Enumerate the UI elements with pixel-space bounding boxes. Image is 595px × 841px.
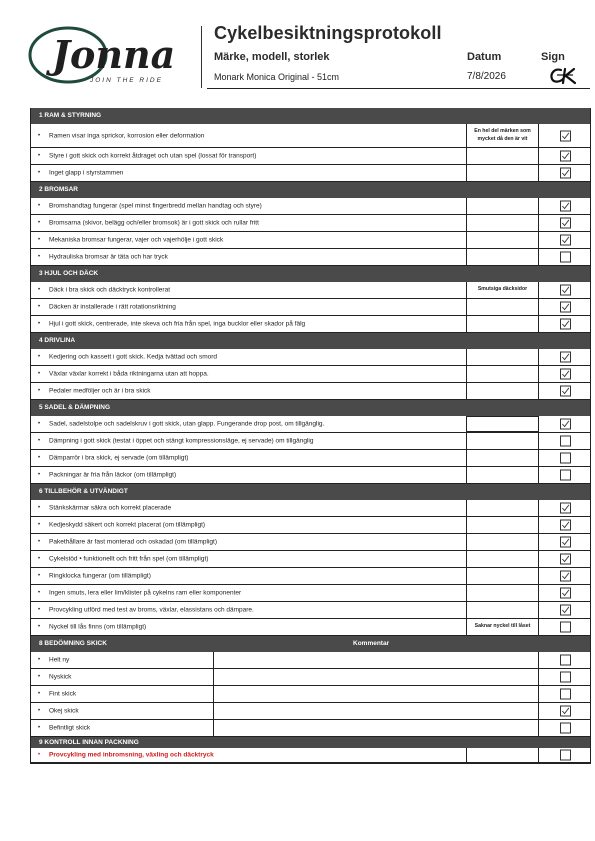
bullet: • — [38, 691, 41, 697]
checked-checkbox[interactable] — [560, 130, 571, 141]
checklist-item-text: Provcykling utförd med test av broms, växlar, elassistans och dämpare. — [49, 606, 254, 614]
bullet: • — [38, 505, 41, 511]
checklist-row — [31, 215, 590, 232]
page-title: Cykelbesiktningsprotokoll — [214, 23, 442, 43]
remark-field[interactable] — [466, 585, 539, 601]
checked-checkbox[interactable] — [560, 554, 571, 565]
bullet: • — [38, 203, 41, 209]
checklist-item-text: Ramen visar inga sprickor, korrosion eller deformation — [49, 132, 205, 139]
checklist-item-text: Hydrauliska bromsar är täta och har tryck — [49, 253, 168, 261]
bullet: • — [38, 708, 41, 714]
checklist-item-text: Bromshandtag fungerar (spel minst fingerbredd mellan handtag och styre) — [49, 202, 262, 210]
section-title: 4 DRIVLINA — [39, 337, 76, 344]
final-check-row — [31, 748, 590, 763]
bullet: • — [38, 321, 41, 327]
remark-field[interactable]: Saknar nyckel till låset — [466, 619, 539, 635]
checklist-item-text: Nyckel till lås finns (om tillämpligt) — [49, 623, 147, 631]
grade-comment-field[interactable] — [213, 669, 539, 685]
grade-row — [31, 686, 590, 703]
comment-header: Kommentar — [353, 640, 390, 647]
bullet: • — [38, 254, 41, 260]
remark-field[interactable] — [466, 316, 539, 332]
grade-label: Befintligt skick — [49, 724, 91, 732]
checklist-item-text: Växlar växlar korrekt i båda riktningarna utan att hoppa. — [49, 370, 209, 378]
bullet: • — [38, 354, 41, 360]
brand-logo — [26, 24, 192, 88]
remark-field[interactable] — [466, 748, 539, 762]
checklist-item-text: Däcken är installerade i rätt rotationsriktning — [49, 303, 176, 311]
checkbox[interactable] — [560, 622, 571, 633]
date-value: 7/8/2026 — [467, 71, 506, 82]
bullet: • — [38, 170, 41, 176]
bullet: • — [38, 304, 41, 310]
checklist-row — [31, 165, 590, 182]
bullet: • — [38, 607, 41, 613]
remark-field[interactable] — [466, 433, 539, 449]
remark-field[interactable] — [466, 366, 539, 382]
checklist-row — [31, 124, 590, 148]
bullet: • — [38, 624, 41, 630]
inspection-form — [30, 108, 591, 764]
signature — [548, 66, 580, 86]
checklist-row — [31, 232, 590, 249]
remark-field[interactable] — [466, 602, 539, 618]
sign-label: Sign — [541, 51, 565, 63]
section-title: 5 SADEL & DÄMPNING — [39, 404, 111, 411]
section-title: 2 BROMSAR — [39, 186, 79, 193]
remark-field[interactable]: Smutsiga däcksidor — [466, 282, 539, 298]
bullet: • — [38, 522, 41, 528]
remark-field[interactable]: En hel del märken som mycket då den är vit — [466, 124, 539, 147]
section-header — [31, 484, 590, 500]
checklist-item-text: Kedjeskydd säkert och korrekt placerat (om tillämpligt) — [49, 521, 206, 529]
bullet: • — [38, 388, 41, 394]
bullet: • — [38, 132, 41, 139]
checked-checkbox[interactable] — [560, 605, 571, 616]
checklist-row — [31, 299, 590, 316]
bullet: • — [38, 725, 41, 731]
checklist-item-text: Hjul i gott skick, centrerade, inte skeva och fria från spel, inga bucklor eller skador på fälg — [49, 320, 306, 328]
svg-text:Jonna: Jonna — [52, 32, 176, 77]
checklist-item-text: Ringklocka fungerar (om tillämpligt) — [49, 572, 151, 580]
remark-field[interactable] — [466, 551, 539, 567]
checkbox[interactable] — [560, 453, 571, 464]
grade-comment-field[interactable] — [213, 686, 539, 702]
remark-field[interactable] — [466, 568, 539, 584]
checklist-item-text: Styre i gott skick och korrekt åtdraget och utan spel (lossat för transport) — [49, 152, 257, 160]
checklist-item-text: Mekaniska bromsar fungerar, vajer och vajerhölje i gott skick — [49, 236, 224, 244]
bullet: • — [38, 237, 41, 243]
checklist-row — [31, 500, 590, 517]
section-header — [31, 266, 590, 282]
checklist-row — [31, 316, 590, 333]
section-header — [31, 108, 590, 124]
model-value: Monark Monica Original - 51cm — [214, 72, 340, 82]
remark-field[interactable] — [466, 517, 539, 533]
checkbox[interactable] — [560, 655, 571, 666]
section-title: 9 KONTROLL INNAN PACKNING — [39, 739, 139, 746]
checked-checkbox[interactable] — [560, 369, 571, 380]
checked-checkbox[interactable] — [560, 218, 571, 229]
section-header — [31, 182, 590, 198]
checklist-row — [31, 551, 590, 568]
checklist-row — [31, 198, 590, 215]
bullet: • — [38, 472, 41, 478]
grade-label: Nyskick — [49, 673, 72, 681]
checklist-row — [31, 517, 590, 534]
checklist-row — [31, 467, 590, 484]
final-check-text: Provcykling med inbromsning, växling och däcktryck — [49, 751, 214, 759]
bullet: • — [38, 153, 41, 159]
checklist-row — [31, 433, 590, 450]
section-title: 3 HJUL OCH DÄCK — [39, 270, 99, 277]
checklist-item-text: Däck i bra skick och däcktryck kontrollerat — [49, 286, 171, 294]
checklist-item-text: Pakethållare är fast monterad och oskadad (om tillämpligt) — [49, 538, 217, 546]
checkbox[interactable] — [560, 470, 571, 481]
checked-checkbox[interactable] — [560, 588, 571, 599]
checked-checkbox[interactable] — [560, 168, 571, 179]
checked-checkbox[interactable] — [560, 201, 571, 212]
checked-checkbox[interactable] — [560, 352, 571, 363]
section-header — [31, 333, 590, 349]
checked-checkbox[interactable] — [560, 571, 571, 582]
bullet: • — [38, 556, 41, 562]
section-title: 8 BEDÖMNING SKICK — [39, 640, 107, 647]
grade-label: Helt ny — [49, 656, 70, 664]
checkbox[interactable] — [560, 436, 571, 447]
remark-field[interactable] — [466, 299, 539, 315]
section-header — [31, 636, 590, 652]
checklist-item-text: Dämpning i gott skick (testat i öppet och stängt kompressionsläge, ej servade) om tillgänglig — [49, 437, 314, 445]
bullet: • — [38, 539, 41, 545]
grade-comment-field[interactable] — [213, 703, 539, 719]
remark-field[interactable] — [466, 249, 539, 265]
bullet: • — [38, 657, 41, 663]
grade-label: Okej skick — [49, 707, 79, 715]
checklist-row — [31, 416, 590, 433]
checked-checkbox[interactable] — [560, 386, 571, 397]
bullet: • — [38, 590, 41, 596]
checkbox[interactable] — [560, 672, 571, 683]
checklist-row — [31, 450, 590, 467]
remark-field[interactable] — [466, 534, 539, 550]
bullet: • — [38, 573, 41, 579]
checklist-item-text: Cykelstöd • funktionellt och fritt från spel (om tillämpligt) — [49, 555, 209, 563]
checked-checkbox[interactable] — [560, 419, 571, 430]
grade-comment-field[interactable] — [213, 720, 539, 736]
section-title: 1 RAM & STYRNING — [39, 112, 102, 119]
section-title: 6 TILLBEHÖR & UTVÄNDIGT — [39, 488, 128, 495]
bullet: • — [38, 752, 41, 758]
remark-field[interactable] — [466, 467, 539, 483]
checkbox[interactable] — [560, 750, 571, 761]
checklist-row — [31, 602, 590, 619]
checked-checkbox[interactable] — [560, 285, 571, 296]
grade-row — [31, 703, 590, 720]
bullet: • — [38, 455, 41, 461]
checklist-item-text: Stänkskärmar säkra och korrekt placerade — [49, 504, 172, 512]
checkbox[interactable] — [560, 723, 571, 734]
checked-checkbox[interactable] — [560, 235, 571, 246]
checklist-row — [31, 619, 590, 636]
grade-label: Fint skick — [49, 690, 77, 698]
remark-field[interactable] — [466, 165, 539, 181]
checklist-item-text: Pedaler medföljer och är i bra skick — [49, 387, 151, 395]
header-underline — [207, 88, 590, 89]
checklist-row — [31, 585, 590, 602]
date-label: Datum — [467, 51, 502, 63]
remark-field[interactable] — [466, 500, 539, 516]
grade-row — [31, 720, 590, 737]
remark-field[interactable] — [466, 198, 539, 214]
checklist-row — [31, 534, 590, 551]
checked-checkbox[interactable] — [560, 706, 571, 717]
checked-checkbox[interactable] — [560, 319, 571, 330]
checklist-item-text: Dämparrör i bra skick, ej servade (om tillämpligt) — [49, 454, 189, 462]
bullet: • — [38, 421, 41, 427]
checklist-item-text: Bromsarna (skivor, belägg och/eller bromsok) är i gott skick och rullar fritt — [49, 219, 259, 227]
checklist-row — [31, 383, 590, 400]
checked-checkbox[interactable] — [560, 503, 571, 514]
checkbox[interactable] — [560, 689, 571, 700]
checklist-item-text: Inget glapp i styrstammen — [49, 169, 124, 177]
grade-row — [31, 652, 590, 669]
bullet: • — [38, 674, 41, 680]
section-header — [31, 400, 590, 416]
remark-field[interactable] — [466, 148, 539, 164]
checklist-item-text: Ingen smuts, lera eller lim/klister på cykelns ram eller komponenter — [49, 589, 242, 597]
checked-checkbox[interactable] — [560, 537, 571, 548]
checklist-row — [31, 148, 590, 165]
remark-field[interactable] — [466, 349, 539, 365]
bullet: • — [38, 371, 41, 377]
model-label: Märke, modell, storlek — [214, 51, 330, 63]
checklist-item-text: Packningar är fria från läckor (om tillämpligt) — [49, 471, 177, 479]
checked-checkbox[interactable] — [560, 151, 571, 162]
remark-field[interactable] — [466, 450, 539, 466]
checked-checkbox[interactable] — [560, 302, 571, 313]
checkbox[interactable] — [560, 252, 571, 263]
svg-text:JOIN THE RIDE: JOIN THE RIDE — [90, 77, 163, 84]
section-header — [31, 737, 590, 748]
remark-field[interactable] — [466, 215, 539, 231]
remark-field[interactable] — [466, 383, 539, 399]
checklist-row — [31, 568, 590, 585]
checklist-item-text: Sadel, sadelstolpe och sadelskruv i gott skick, utan glapp. Fungerande drop post, om tillgänglig. — [49, 420, 325, 428]
checklist-row — [31, 249, 590, 266]
checked-checkbox[interactable] — [560, 520, 571, 531]
header-divider — [201, 26, 202, 88]
checklist-row — [31, 349, 590, 366]
jonna-logo-icon — [26, 24, 192, 88]
remark-field[interactable] — [466, 416, 539, 432]
grade-row — [31, 669, 590, 686]
bullet: • — [38, 287, 41, 293]
remark-field[interactable] — [466, 232, 539, 248]
bullet: • — [38, 220, 41, 226]
bullet: • — [38, 438, 41, 444]
checklist-row — [31, 366, 590, 383]
checklist-item-text: Kedjering och kassett i gott skick. Kedja tvättad och smord — [49, 353, 218, 361]
checklist-row — [31, 282, 590, 299]
grade-comment-field[interactable] — [213, 652, 539, 668]
